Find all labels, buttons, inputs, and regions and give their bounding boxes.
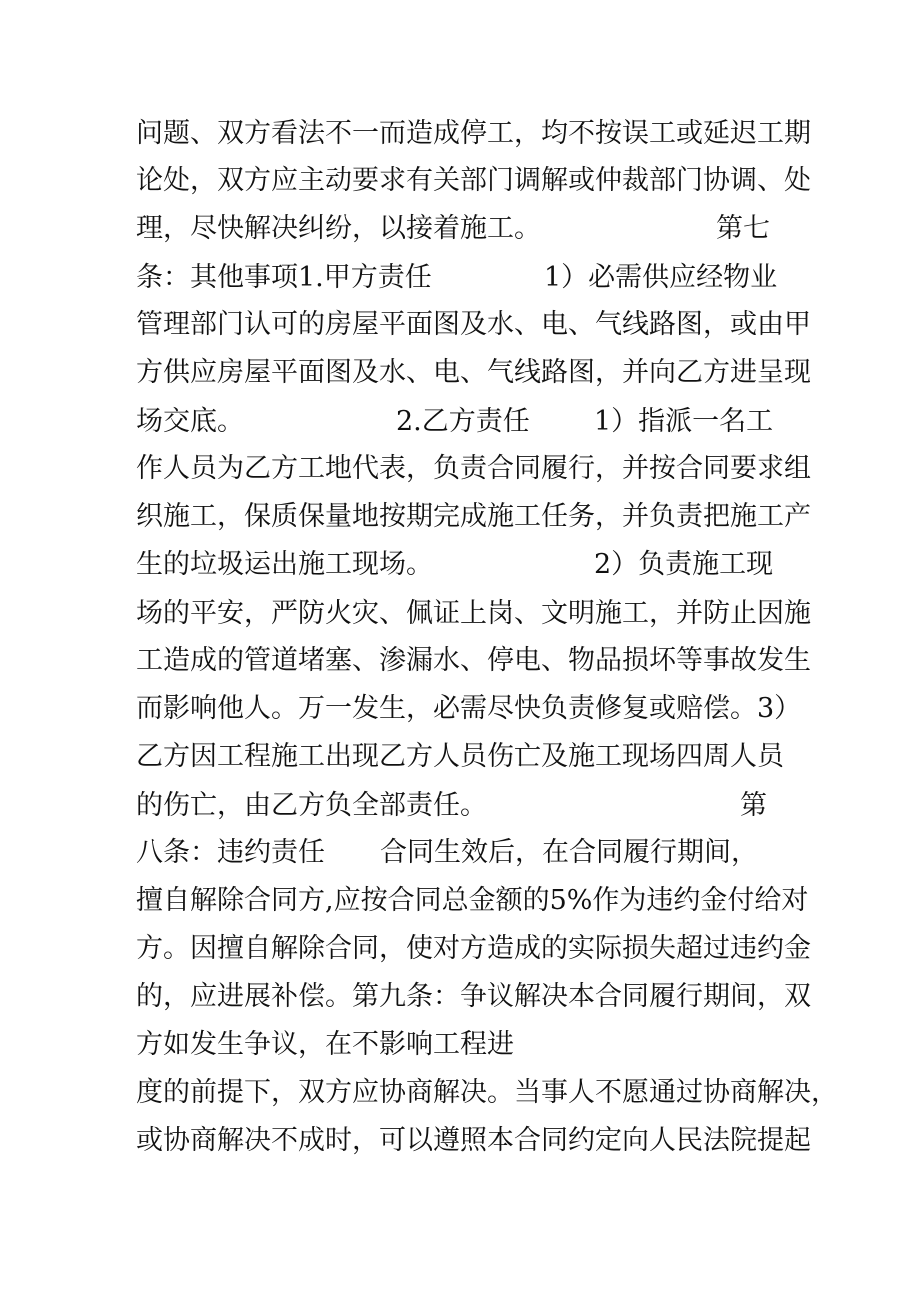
text-segment: 场交底。 <box>136 406 244 437</box>
text-segment: 八条：违约责任 <box>136 837 325 868</box>
text-line <box>136 831 758 875</box>
text-line <box>136 879 809 923</box>
text-line <box>136 112 811 156</box>
text-segment: 擅自解除合同方,应按合同总金额的5%作为违约金付给对 <box>136 885 809 916</box>
text-segment: 1）指派一名工 <box>594 406 774 437</box>
text-line <box>136 159 811 203</box>
text-segment: 或协商解决不成时，可以遵照本合同约定向人民法院提起 <box>136 1125 811 1156</box>
text-line <box>136 687 802 731</box>
text-line <box>136 592 811 636</box>
text-segment: 1）必需供应经物业 <box>544 262 778 293</box>
text-line <box>136 927 811 971</box>
text-segment: 2.乙方责任 <box>396 406 530 437</box>
text-line <box>136 303 811 347</box>
text-line <box>136 207 770 251</box>
text-segment: 而影响他人。万一发生，必需尽快负责修复或赔偿。3） <box>136 693 802 724</box>
text-line <box>136 351 811 395</box>
text-segment: 条：其他事项1.甲方责任 <box>136 262 432 293</box>
text-segment: 织施工，保质保量地按期完成施工任务，并负责把施工产 <box>136 501 811 532</box>
text-segment: 方如发生争议，在不影响工程进 <box>136 1029 514 1060</box>
text-segment: 乙方因工程施工出现乙方人员伤亡及施工现场四周人员 <box>136 741 784 772</box>
text-segment: 场的平安，严防火灾、佩证上岗、文明施工，并防止因施 <box>136 598 811 629</box>
text-line <box>136 1071 838 1115</box>
text-line <box>136 256 778 300</box>
text-segment: 理，尽快解决纠纷，以接着施工。 <box>136 213 541 244</box>
text-line <box>136 784 767 828</box>
text-segment: 问题、双方看法不一而造成停工，均不按误工或延迟工期 <box>136 118 811 149</box>
text-line <box>136 447 811 491</box>
text-line <box>136 543 774 587</box>
text-segment: 的伤亡，由乙方负全部责任。 <box>136 790 487 821</box>
text-segment: 方。因擅自解除合同，使对方造成的实际损失超过违约金 <box>136 933 811 964</box>
text-line <box>136 400 774 444</box>
text-segment: 合同生效后，在合同履行期间， <box>380 837 758 868</box>
text-segment: 的，应进展补偿。第九条：争议解决本合同履行期间，双 <box>136 981 811 1012</box>
text-line <box>136 735 784 779</box>
text-line <box>136 1119 811 1163</box>
text-line <box>136 975 811 1019</box>
text-segment: 2）负责施工现 <box>594 549 774 580</box>
text-segment: 论处，双方应主动要求有关部门调解或仲裁部门协调、处 <box>136 165 811 196</box>
text-segment: 管理部门认可的房屋平面图及水、电、气线路图，或由甲 <box>136 309 811 340</box>
text-segment: 作人员为乙方工地代表，负责合同履行，并按合同要求组 <box>136 453 811 484</box>
text-line <box>136 1023 514 1067</box>
text-segment: 方供应房屋平面图及水、电、气线路图，并向乙方进呈现 <box>136 357 811 388</box>
text-segment: 度的前提下，双方应协商解决。当事人不愿通过协商解决， <box>136 1077 838 1108</box>
text-segment: 工造成的管道堵塞、渗漏水、停电、物品损坏等事故发生 <box>136 645 811 676</box>
text-line <box>136 639 811 683</box>
text-line <box>136 495 811 539</box>
text-segment: 第七 <box>716 213 770 244</box>
text-segment: 生的垃圾运出施工现场。 <box>136 549 433 580</box>
text-segment: 第 <box>740 790 767 821</box>
